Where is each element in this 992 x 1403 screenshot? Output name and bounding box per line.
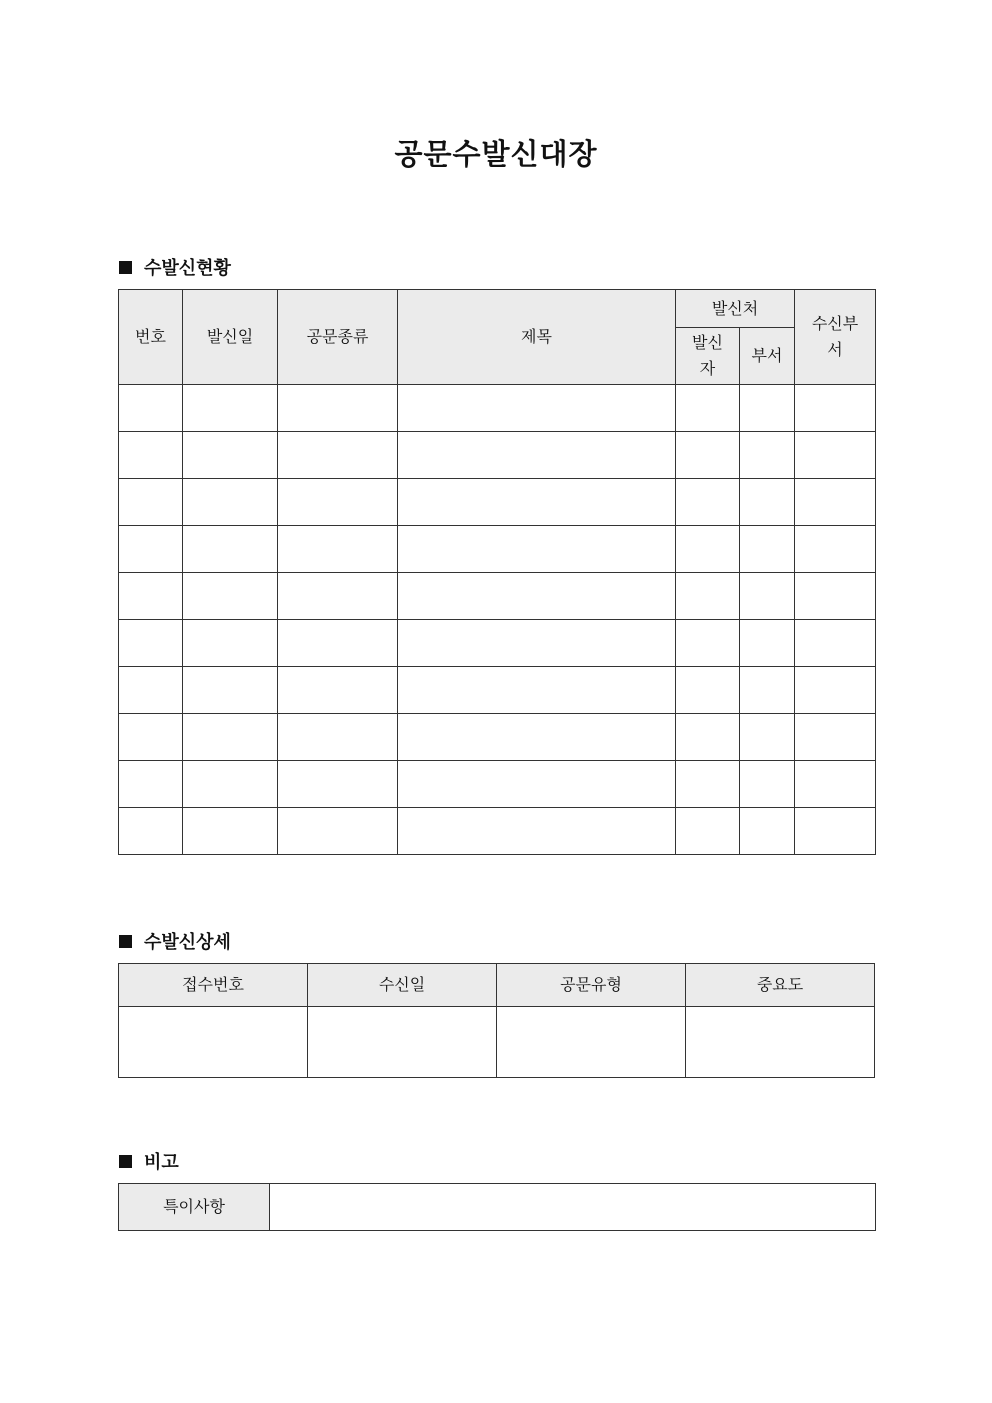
detail-cell-doc-category[interactable] [497,1007,686,1078]
cell-sender[interactable] [676,432,740,479]
cell-sender[interactable] [676,667,740,714]
cell-number[interactable] [119,667,183,714]
section-heading-remarks-label: 비고 [144,1152,179,1173]
cell-doc-type[interactable] [278,714,398,761]
cell-doc-type[interactable] [278,479,398,526]
header-receiving-dept: 수신부서 [795,290,876,385]
cell-department[interactable] [740,573,795,620]
cell-receiving-dept[interactable] [795,526,876,573]
header-importance: 중요도 [686,964,875,1007]
cell-number[interactable] [119,714,183,761]
header-send-date: 발신일 [183,290,278,385]
cell-sender[interactable] [676,385,740,432]
table-row [119,761,876,808]
cell-sender[interactable] [676,761,740,808]
cell-sender[interactable] [676,526,740,573]
cell-subject[interactable] [398,526,676,573]
detail-cell-importance[interactable] [686,1007,875,1078]
cell-number[interactable] [119,573,183,620]
cell-doc-type[interactable] [278,808,398,855]
cell-doc-type[interactable] [278,620,398,667]
cell-doc-type[interactable] [278,761,398,808]
cell-subject[interactable] [398,432,676,479]
status-table [118,289,876,855]
cell-doc-type[interactable] [278,432,398,479]
cell-send-date[interactable] [183,667,278,714]
black-square-icon [119,1155,132,1168]
cell-sender[interactable] [676,714,740,761]
cell-send-date[interactable] [183,620,278,667]
remarks-value[interactable] [270,1184,876,1231]
cell-subject[interactable] [398,714,676,761]
header-doc-type: 공문종류 [278,290,398,385]
black-square-icon [119,935,132,948]
table-row [119,620,876,667]
cell-send-date[interactable] [183,385,278,432]
cell-send-date[interactable] [183,573,278,620]
cell-subject[interactable] [398,620,676,667]
cell-number[interactable] [119,808,183,855]
cell-number[interactable] [119,620,183,667]
header-receipt-number: 접수번호 [119,964,308,1007]
black-square-icon [119,261,132,274]
cell-number[interactable] [119,479,183,526]
cell-department[interactable] [740,479,795,526]
table-row [119,432,876,479]
cell-number[interactable] [119,761,183,808]
cell-doc-type[interactable] [278,526,398,573]
detail-cell-receive-date[interactable] [308,1007,497,1078]
cell-sender[interactable] [676,573,740,620]
cell-receiving-dept[interactable] [795,432,876,479]
table-row [119,479,876,526]
cell-department[interactable] [740,667,795,714]
cell-send-date[interactable] [183,714,278,761]
cell-number[interactable] [119,526,183,573]
header-receive-date: 수신일 [308,964,497,1007]
cell-sender[interactable] [676,620,740,667]
document-title: 공문수발신대장 [394,137,598,171]
cell-number[interactable] [119,432,183,479]
header-doc-category: 공문유형 [497,964,686,1007]
cell-doc-type[interactable] [278,385,398,432]
table-row [119,385,876,432]
header-subject: 제목 [398,290,676,385]
cell-send-date[interactable] [183,761,278,808]
cell-sender[interactable] [676,808,740,855]
cell-send-date[interactable] [183,432,278,479]
cell-receiving-dept[interactable] [795,385,876,432]
cell-department[interactable] [740,714,795,761]
cell-receiving-dept[interactable] [795,714,876,761]
cell-department[interactable] [740,385,795,432]
cell-sender[interactable] [676,479,740,526]
remarks-label: 특이사항 [119,1184,270,1231]
table-row [119,573,876,620]
header-sender: 발신자 [676,328,740,385]
table-row [119,667,876,714]
cell-receiving-dept[interactable] [795,808,876,855]
header-sender-group: 발신처 [676,290,795,328]
cell-receiving-dept[interactable] [795,573,876,620]
cell-subject[interactable] [398,761,676,808]
section-heading-detail [119,928,231,954]
header-department: 부서 [740,328,795,385]
cell-subject[interactable] [398,573,676,620]
cell-department[interactable] [740,620,795,667]
cell-receiving-dept[interactable] [795,479,876,526]
cell-department[interactable] [740,808,795,855]
cell-send-date[interactable] [183,479,278,526]
cell-subject[interactable] [398,808,676,855]
cell-doc-type[interactable] [278,667,398,714]
cell-department[interactable] [740,526,795,573]
section-heading-detail-label: 수발신상세 [144,932,231,953]
cell-receiving-dept[interactable] [795,761,876,808]
cell-send-date[interactable] [183,526,278,573]
table-row [119,808,876,855]
cell-send-date[interactable] [183,808,278,855]
cell-department[interactable] [740,432,795,479]
cell-number[interactable] [119,385,183,432]
detail-table [118,963,875,1078]
cell-subject[interactable] [398,385,676,432]
cell-subject[interactable] [398,479,676,526]
section-heading-remarks [119,1148,179,1174]
cell-receiving-dept[interactable] [795,620,876,667]
table-row [119,526,876,573]
cell-doc-type[interactable] [278,573,398,620]
section-heading-status-label: 수발신현황 [144,258,231,279]
remarks-table [118,1183,876,1231]
cell-receiving-dept[interactable] [795,667,876,714]
cell-department[interactable] [740,761,795,808]
table-row [119,714,876,761]
detail-cell-receipt-number[interactable] [119,1007,308,1078]
section-heading-status [119,254,231,280]
cell-subject[interactable] [398,667,676,714]
header-number: 번호 [119,290,183,385]
